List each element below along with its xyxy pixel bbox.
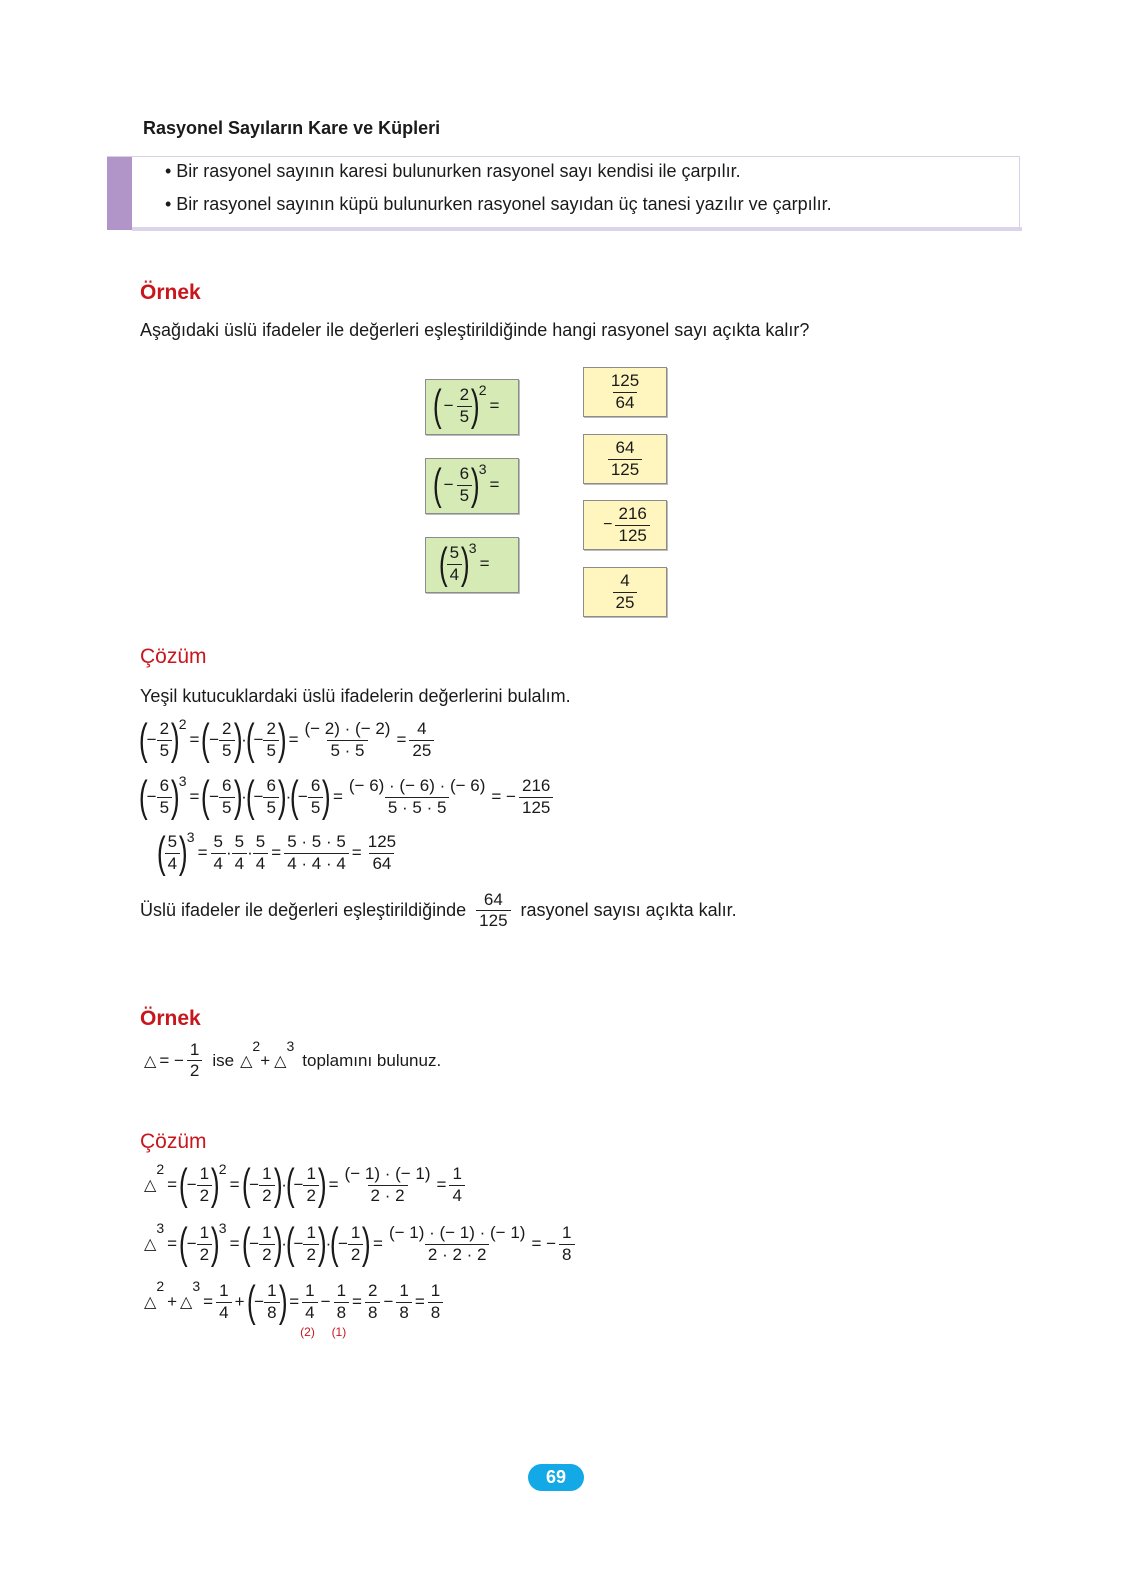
- yellow-box-3: − $\frac{216}{125}$: [583, 500, 667, 550]
- expand-factor-2: (2): [300, 1325, 315, 1340]
- rule-bottom-border: [132, 227, 1022, 231]
- triangle-icon: △: [274, 1052, 287, 1070]
- solution2-label: Çözüm: [140, 1130, 207, 1153]
- green-box-2: ( − $\frac{6}{5}$ ) 3 =: [425, 458, 519, 514]
- rule-box: [107, 156, 1020, 227]
- yellow-box-2: $\frac{64}{125}$: [583, 434, 667, 484]
- solution1-conclusion: Üslü ifadeler ile değerleri eşleştirildiğinde $\frac{64}{125}$ rasyonel sayısı açıkta kalır.: [140, 890, 737, 931]
- solution2-line3: △ 2 + △ 3 = $\frac{1}{4}$ + ( − $\frac{1}{8}$ ) = $\frac{1}{4}$ (2) − $\frac{1}{8}$ (1) = $\frac{2}{8}$ − $\frac{1}{8}$ = $\frac{1}{8}$: [144, 1280, 443, 1324]
- triangle-icon: △: [144, 1052, 157, 1070]
- triangle-icon: △: [240, 1052, 253, 1070]
- example1-question: Aşağıdaki üslü ifadeler ile değerleri eşleştirildiğinde hangi rasyonel sayı açıkta kalır?: [140, 320, 810, 340]
- yellow-box-1: $\frac{125}{64}$: [583, 367, 667, 417]
- example1-label: Örnek: [140, 281, 201, 304]
- rule-square: • Bir rasyonel sayının karesi bulunurken rasyonel sayı kendisi ile çarpılır.: [165, 161, 741, 181]
- solution1-line3: ( $\frac{5}{4}$ ) 3 = $\frac{5}{4}$ · $\frac{5}{4}$ · $\frac{5}{4}$ = $\frac{5 \cdot 5 \cdot 5}{4 \cdot 4 \cdot 4}$ = $\frac{125}{64}$: [156, 828, 397, 877]
- page-number: 69: [528, 1464, 584, 1491]
- rule-cube: • Bir rasyonel sayının küpü bulunurken rasyonel sayıdan üç tanesi yazılır ve çarpılır.: [165, 194, 832, 214]
- example2-question: △ = − $\frac{1}{2}$ ise △ 2 + △ 3 toplamını bulunuz.: [144, 1038, 442, 1081]
- section-heading: Rasyonel Sayıların Kare ve Küpleri: [143, 118, 441, 138]
- solution1-intro: Yeşil kutucuklardaki üslü ifadelerin değerlerini bulalım.: [140, 686, 571, 706]
- triangle-icon: △: [180, 1294, 193, 1311]
- triangle-icon: △: [144, 1177, 157, 1194]
- triangle-icon: △: [144, 1236, 157, 1253]
- green-box-3: ( $\frac{5}{4}$ ) 3 =: [425, 537, 519, 593]
- expand-factor-1: (1): [331, 1325, 347, 1340]
- solution2-line1: △ 2 = ( − $\frac{1}{2}$ ) 2 = ( − $\frac{1}{2}$ ) · ( − $\frac{1}{2}$ ) = $\frac{(- 1) \cdot (- 1)}{2 \cdot 2}$ = $\frac{1}{4}$: [144, 1163, 465, 1207]
- solution1-label: Çözüm: [140, 645, 207, 668]
- solution2-line2: △ 3 = ( − $\frac{1}{2}$ ) 3 = ( − $\frac{1}{2}$ ) · ( − $\frac{1}{2}$ ) · ( − $\frac{1}{2}$ ) = $\frac{(- 1) \cdot (- 1) \cdot (- 1)}{2 \cdot 2 \cdot 2}$ = − $\frac{1}{8}$: [144, 1222, 575, 1266]
- solution1-line1: ( − $\frac{2}{5}$ ) 2 = ( − $\frac{2}{5}$ ) · ( − $\frac{2}{5}$ ) = $\frac{(- 2) \cdot (- 2)}{5 \cdot 5}$ = $\frac{4}{25}$: [140, 718, 434, 762]
- triangle-icon: △: [144, 1294, 157, 1311]
- yellow-box-4: $\frac{4}{25}$: [583, 567, 667, 617]
- green-box-1: ( − $\frac{2}{5}$ ) 2 =: [425, 379, 519, 435]
- solution1-line2: ( − $\frac{6}{5}$ ) 3 = ( − $\frac{6}{5}$ ) · ( − $\frac{6}{5}$ ) · ( − $\frac{6}{5}$ ) = $\frac{(- 6) \cdot (- 6) \cdot (- 6)}{5 \cdot 5 \cdot 5}$ = − $\frac{216}{125}$: [140, 775, 553, 819]
- example2-label: Örnek: [140, 1007, 201, 1030]
- rule-accent-bar: [107, 157, 132, 230]
